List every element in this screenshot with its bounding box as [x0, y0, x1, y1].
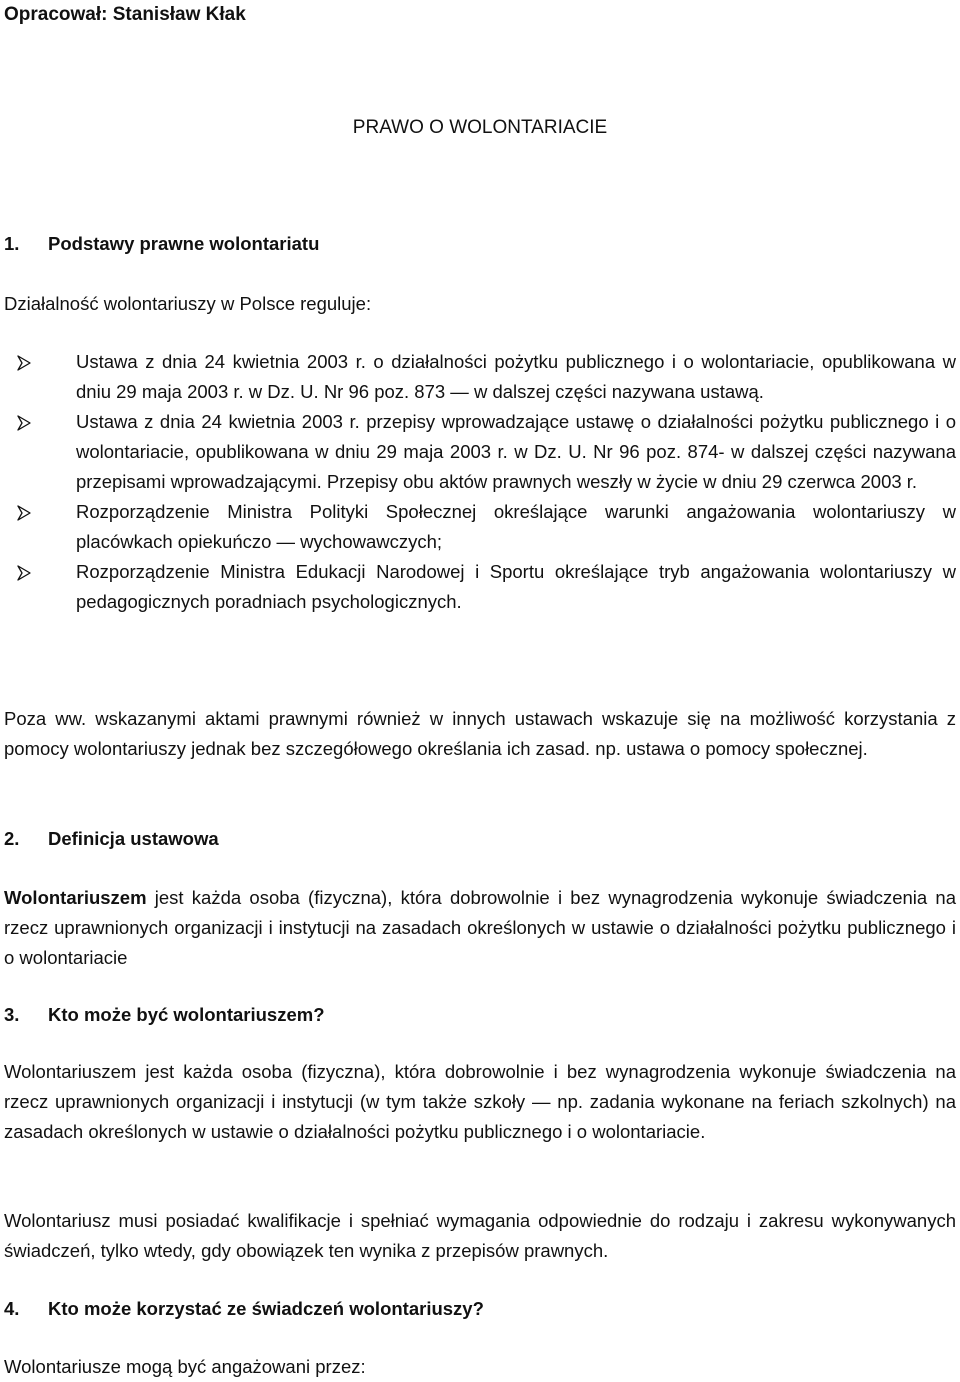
section-3-paragraph-1: Wolontariuszem jest każda osoba (fizyczna), która dobrowolnie i bez wynagrodzenia wykonuje świadczenia na rzecz uprawnionych organizacji i instytucji (w tym także szkoły — np. zadania wykonane na feriach szkolnych) na zasadach określonych w ustawie o działalności pożytku publicznego i o wolontariacie. [4, 1061, 956, 1142]
arrow-bullet-icon [16, 505, 32, 521]
section-2-number: 2. [4, 828, 20, 849]
section-2-heading [4, 824, 219, 854]
definition-term: Wolontariuszem [4, 887, 147, 908]
section-3-heading [4, 1000, 325, 1030]
list-item [4, 407, 956, 497]
section-1-number: 1. [4, 233, 20, 254]
definition-text: jest każda osoba (fizyczna), która dobrowolnie i bez wynagrodzenia wykonuje świadczenia na rzecz uprawnionych organizacji i instytucji na zasadach określonych w ustawie o działalności pożytku publicznego i o wolontariacie [4, 887, 956, 968]
list-item-text: Ustawa z dnia 24 kwietnia 2003 r. przepisy wprowadzające ustawę o działalności pożytku publicznego i o wolontariacie, opublikowana w dniu 29 maja 2003 r. w Dz. U. Nr 96 poz. 874- w dalszej części nazywana przepisami wprowadzającymi. Przepisy obu aktów prawnych weszły w życie w dniu 29 czerwca 2003 r. [76, 411, 956, 492]
document-title: PRAWO O WOLONTARIACIE [352, 117, 608, 138]
arrow-bullet-icon [16, 355, 32, 371]
arrow-bullet-icon [16, 415, 32, 431]
section-4-number: 4. [4, 1298, 20, 1319]
list-item-text: Rozporządzenie Ministra Polityki Społecznej określające warunki angażowania wolontariuszy w placówkach opiekuńczo — wychowawczych; [76, 501, 956, 552]
section-1-title: Podstawy prawne wolontariatu [48, 233, 320, 254]
section-1-closing: Poza ww. wskazanymi aktami prawnymi również w innych ustawach wskazuje się na możliwość korzystania z pomocy wolontariuszy jednak bez szczegółowego określania ich zasad. np. ustawa o pomocy społecznej. [4, 708, 956, 759]
list-item-text: Ustawa z dnia 24 kwietnia 2003 r. o działalności pożytku publicznego i o wolontariacie, opublikowana w dniu 29 maja 2003 r. w Dz. U. Nr 96 poz. 873 — w dalszej części nazywana ustawą. [76, 351, 956, 402]
definition-paragraph [4, 883, 956, 973]
list-item-text: Rozporządzenie Ministra Edukacji Narodowej i Sportu określające tryb angażowania wolontariuszy w pedagogicznych poradniach psychologicznych. [76, 561, 956, 612]
section-4-heading [4, 1294, 484, 1324]
list-item [4, 497, 956, 557]
section-3-number: 3. [4, 1004, 20, 1025]
author-line: Opracował: Stanisław Kłak [4, 4, 246, 25]
section-3-title: Kto może być wolontariuszem? [48, 1004, 325, 1025]
section-4-title: Kto może korzystać ze świadczeń wolontariuszy? [48, 1298, 484, 1319]
arrow-bullet-icon [16, 565, 32, 581]
legal-acts-list [4, 347, 956, 617]
section-2-title: Definicja ustawowa [48, 828, 219, 849]
list-item [4, 347, 956, 407]
section-1-intro: Działalność wolontariuszy w Polsce reguluje: [4, 293, 372, 314]
section-3-paragraph-2: Wolontariusz musi posiadać kwalifikacje i spełniać wymagania odpowiednie do rodzaju i zakresu wykonywanych świadczeń, tylko wtedy, gdy obowiązek ten wynika z przepisów prawnych. [4, 1210, 956, 1261]
list-item [4, 557, 956, 617]
section-4-intro: Wolontariusze mogą być angażowani przez: [4, 1356, 366, 1377]
section-1-heading [4, 229, 319, 259]
